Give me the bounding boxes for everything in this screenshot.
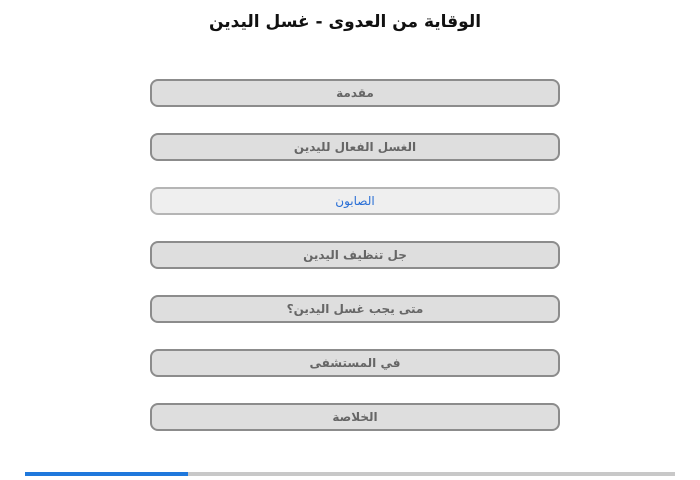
progress-bar — [25, 472, 675, 476]
menu-item-hand-gel[interactable]: جل تنظيف اليدين — [150, 241, 560, 269]
menu-item-soap[interactable]: الصابون — [150, 187, 560, 215]
menu-item-effective-handwashing[interactable]: الغسل الفعال لليدين — [150, 133, 560, 161]
menu-item-when-to-wash[interactable]: متى يجب غسل اليدين؟ — [150, 295, 560, 323]
menu-item-in-hospital[interactable]: في المستشفى — [150, 349, 560, 377]
lesson-menu — [150, 79, 560, 457]
menu-item-summary[interactable]: الخلاصة — [150, 403, 560, 431]
progress-bar-fill — [25, 472, 188, 476]
menu-item-introduction[interactable]: مقدمة — [150, 79, 560, 107]
page-title: الوقاية من العدوى - غسل اليدين — [208, 12, 482, 32]
